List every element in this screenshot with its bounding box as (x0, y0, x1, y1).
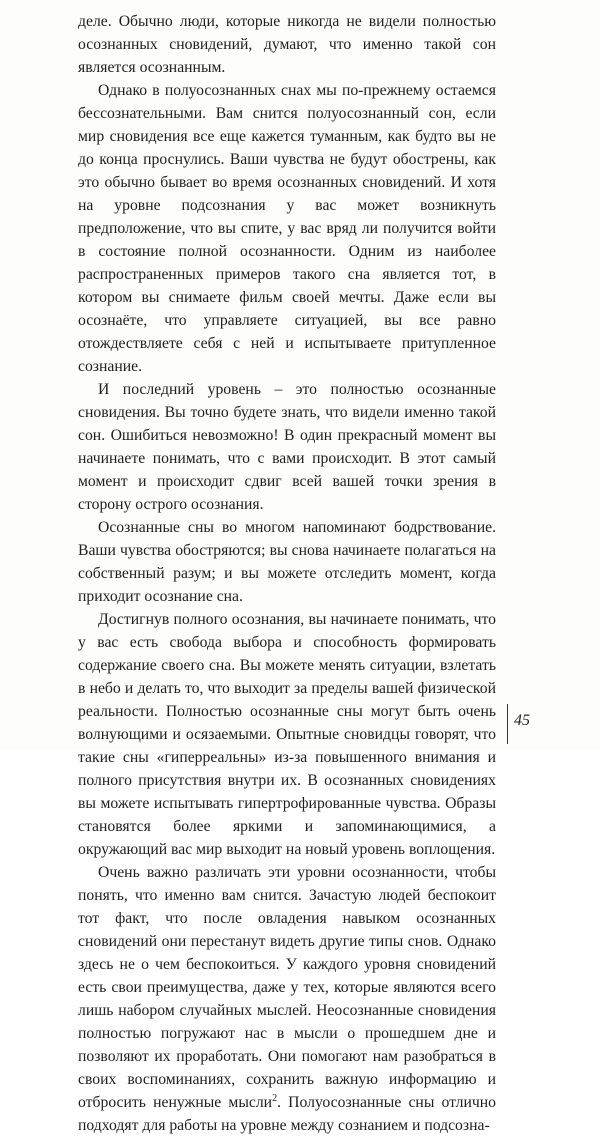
paragraph-6-text: Очень важно различать эти уровни осознанности, чтобы понять, что именно вам снится. Зачастую людей беспокоит тот факт, что после овладения навыком осознанных сновидений они перестанут видеть другие типы снов. Однако здесь не о чем беспокоиться. У каждого уровня сновидений есть свои преимущества, даже у тех, которые являются всего лишь набором случайных мыслей. Неосознанные сновидения полностью погружают нас в мысли о прошедшем дне и позволяют их проработать. Они помогают нам разобраться в своих воспоминаниях, сохранить важную информацию и отбросить ненужные мысли (78, 864, 496, 1111)
paragraph-2: Однако в полуосознанных снах мы по-прежнему остаемся бессознательными. Вам снится полуосознанный сон, если мир сновидения все еще кажется туманным, как будто вы не до конца проснулись. Ваши чувства не будут обострены, как это обычно бывает во время осознанных сновидений. И хотя на уровне подсознания у вас может возникнуть предположение, что вы спите, у вас вряд ли получится войти в состояние полной осознанности. Одним из наиболее распространенных примеров такого сна является тот, в котором вы снимаете фильм своей мечты. Даже если вы осознаёте, что управляете ситуацией, вы все равно отождествляете себя с ней и испытываете притупленное сознание. (78, 82, 496, 375)
paragraph-4: Осознанные сны во многом напоминают бодрствование. Ваши чувства обостряются; вы снова начинаете полагаться на собственный разум; и вы можете отследить момент, когда приходит осознание сна. (78, 519, 496, 605)
paragraph-6 (78, 861, 496, 1137)
paragraph-6-tail: . Полуосознанные сны отлично подходят для работы на уровне между сознанием и подсозна- (78, 1094, 496, 1134)
paragraph-3: И последний уровень – это полностью осознанные сновидения. Вы точно будете знать, что видели именно такой сон. Ошибиться невозможно! В один прекрасный момент вы начинаете понимать, что с вами происходит. В этот самый момент и происходит сдвиг всей вашей точки зрения в сторону острого осознания. (78, 381, 496, 513)
page-number-divider (507, 704, 508, 744)
paragraph-1: деле. Обычно люди, которые никогда не видели полностью осознанных сновидений, думают, что именно такой сон является осознанным. (78, 13, 496, 76)
footnote-marker: 2 (272, 1092, 278, 1104)
body-text (78, 10, 496, 1137)
page-number: 45 (514, 712, 530, 729)
paragraph-5: Достигнув полного осознания, вы начинаете понимать, что у вас есть свобода выбора и способность формировать содержание своего сна. Вы можете менять ситуации, взлетать в небо и делать то, что выходит за пределы вашей физической реальности. Полностью осознанные сны могут быть очень волнующими и осязаемыми. Опытные сновидцы говорят, что такие сны «гиперреальны» из-за повышенного внимания и полного присутствия внутри их. В осознанных сновидениях вы можете испытывать гипертрофированные чувства. Образы становятся более яркими и запоминающимися, а окружающий вас мир выходит на новый уровень воплощения. (78, 611, 496, 858)
